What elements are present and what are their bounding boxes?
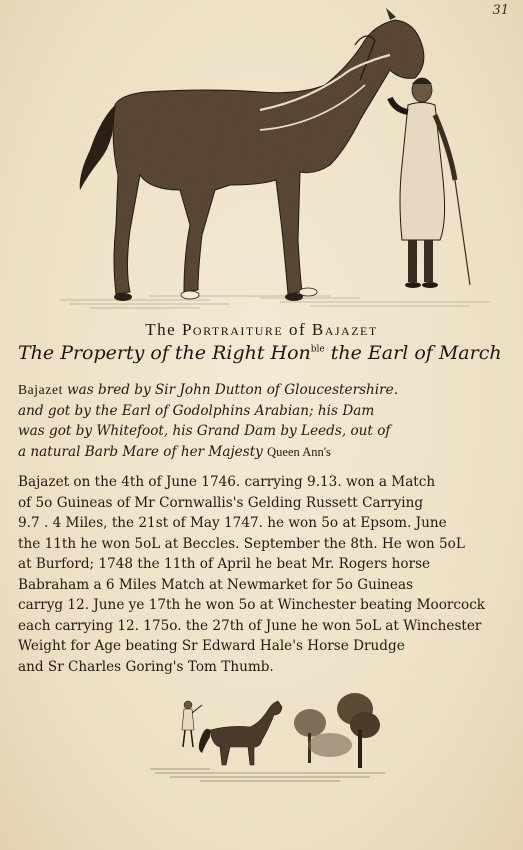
engraving-subtitle: The Property of the Right Hon$^{ble}$ the Earl of March xyxy=(18,342,502,364)
pedigree-line: a natural Barb Mare of her Majesty Queen Ann's xyxy=(18,443,331,460)
pedigree-line: Bajazet was bred by Sir John Dutton of Gloucestershire. xyxy=(18,382,399,398)
engraving-title: The Portraiture of Bajazet xyxy=(145,320,378,339)
race-record-line: Bajazet on the 4th of June 1746. carrying 9.13. won a Match xyxy=(18,474,436,490)
pedigree-line: and got by the Earl of Godolphins Arabian; his Dam xyxy=(18,402,375,419)
page-number: 31 xyxy=(492,3,509,18)
race-record-line: Babraham a 6 Miles Match at Newmarket for 5o Guineas xyxy=(18,576,414,593)
race-record-line: the 11th he won 5oL at Beccles. September the 8th. He won 5oL xyxy=(18,535,465,552)
race-record-line: at Burford; 1748 the 11th of April he beat Mr. Rogers horse xyxy=(18,556,431,572)
vignette-ground xyxy=(150,769,385,781)
race-record-line: and Sr Charles Goring's Tom Thumb. xyxy=(18,658,274,675)
horse-and-groom-engraving xyxy=(30,0,500,320)
vignette-trees xyxy=(294,693,380,768)
vignette-horse xyxy=(199,701,282,765)
vignette-engraving xyxy=(150,685,390,785)
race-record-line: Weight for Age beating Sr Edward Hale's Horse Drudge xyxy=(18,638,405,654)
race-record-line: of 5o Guineas of Mr Cornwallis's Gelding Russett Carrying xyxy=(18,494,424,511)
pedigree-paragraph xyxy=(18,380,518,462)
pedigree-line: was got by Whitefoot, his Grand Dam by Leeds, out of xyxy=(18,423,391,439)
race-record-line: carryg 12. June ye 17th he won 5o at Winchester beating Moorcock xyxy=(18,597,486,613)
race-record-paragraph xyxy=(18,472,518,677)
vignette-groom xyxy=(182,701,202,747)
race-record-line: each carrying 12. 175o. the 27th of June he won 5oL at Winchester xyxy=(18,617,482,634)
groom-figure xyxy=(390,78,470,288)
horse-figure xyxy=(80,8,424,301)
race-record-line: 9.7 . 4 Miles, the 21st of May 1747. he won 5o at Epsom. June xyxy=(18,515,447,531)
